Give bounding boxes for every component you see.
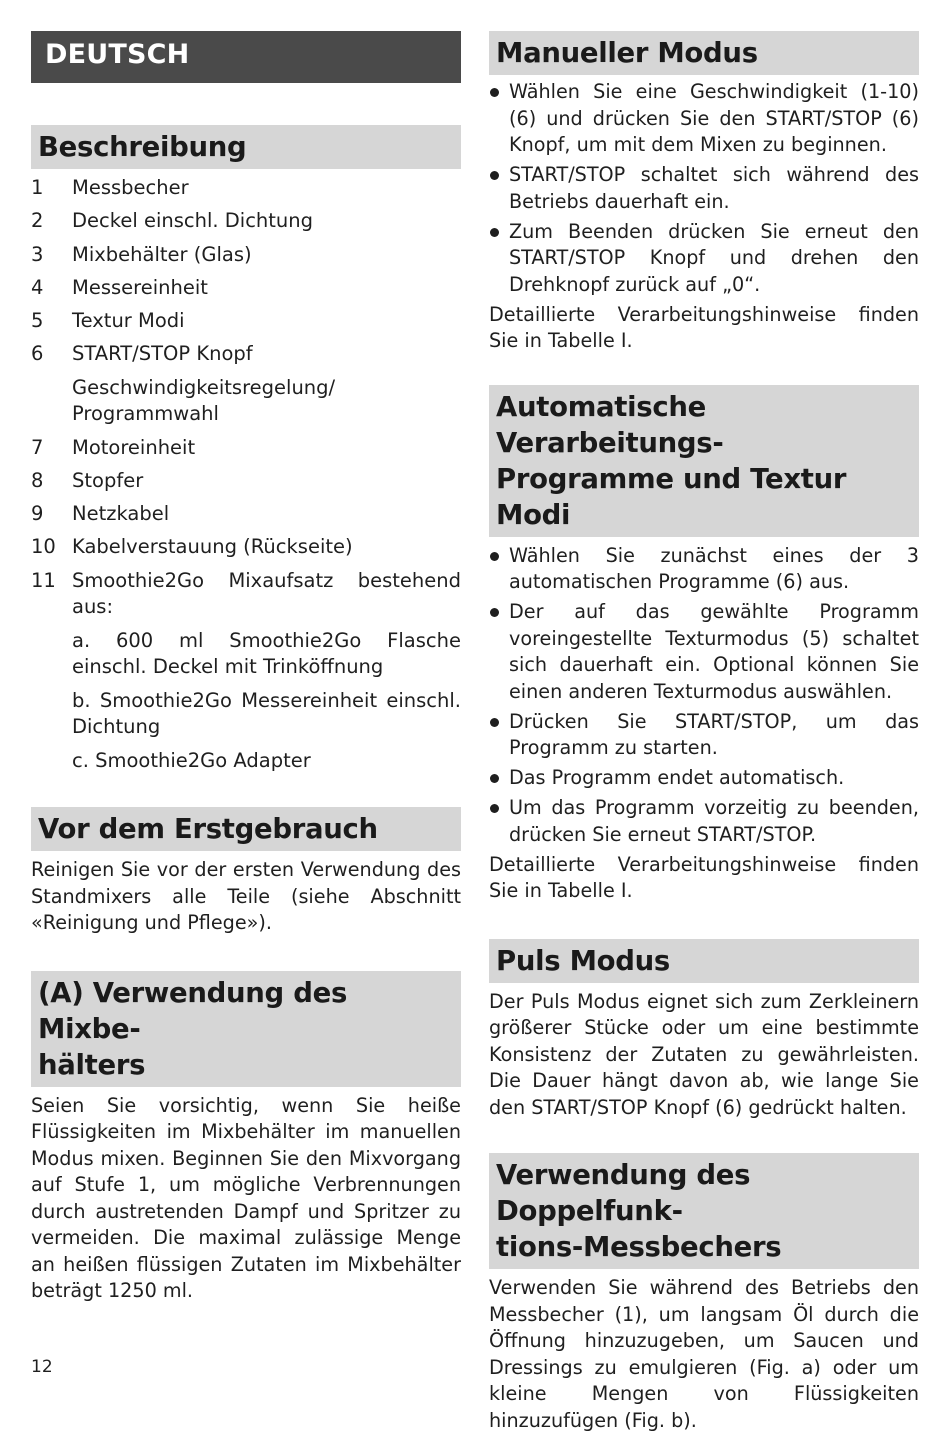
page-number: 12: [31, 1357, 53, 1377]
bullet-text: Der auf das gewählte Programm voreingestellte Texturmodus (5) schaltet sich dauerhaft ein. Optional können Sie einen anderen Texturmodus auswählen.: [509, 600, 919, 703]
bullet-dot-icon: [489, 543, 509, 596]
list-item: [31, 568, 461, 621]
bullet-dot-icon: [489, 765, 509, 792]
bullet-item: [489, 765, 919, 792]
list-item-number: [31, 375, 72, 428]
bullet-text: Das Programm endet automatisch.: [509, 766, 845, 789]
bullet-text: Wählen Sie eine Geschwindigkeit (1-10) (6) und drücken Sie den START/STOP (6) Knopf, um mit dem Mixen zu beginnen.: [509, 80, 919, 156]
bullet-text: Drücken Sie START/STOP, um das Programm zu starten.: [509, 709, 919, 759]
bullet-item: [489, 219, 919, 299]
bullet-item: [489, 795, 919, 848]
list-item: [31, 534, 461, 561]
list-item-text: Stopfer: [72, 468, 144, 492]
bullet-dot-icon: [489, 599, 509, 705]
list-item: [31, 501, 461, 528]
section-title-line: Programme und Textur Modi: [496, 462, 847, 531]
sublist-item: c. Smoothie2Go Adapter: [72, 748, 311, 772]
right-column: [489, 31, 919, 1434]
list-item-number: 1: [31, 176, 44, 199]
left-column: [31, 31, 461, 1305]
section-title-erstgebrauch: Vor dem Erstgebrauch: [31, 807, 461, 851]
bullet-text: Um das Programm vorzeitig zu beenden, drücken Sie erneut START/STOP.: [509, 796, 919, 846]
section-title-line: hälters: [38, 1048, 146, 1081]
bullet-item: [489, 79, 919, 159]
bullet-text: Zum Beenden drücken Sie erneut den START/STOP Knopf und drehen den Drehknopf zurück auf „0“.: [509, 219, 919, 296]
list-item-text: Netzkabel: [72, 502, 170, 526]
list-item: [31, 341, 461, 368]
list-item: [31, 275, 461, 302]
list-item-number: 4: [31, 275, 44, 299]
bullet-dot-icon: [489, 709, 509, 762]
list-item: [31, 242, 461, 269]
list-item-text: Smoothie2Go Mixaufsatz bestehend aus:: [72, 568, 461, 619]
language-header: DEUTSCH: [31, 31, 461, 83]
bullet-item: [489, 543, 919, 596]
section-title-line: tions-Messbechers: [496, 1231, 782, 1263]
list-item: [31, 175, 461, 202]
sublist-item: a. 600 ml Smoothie2Go Flasche einschl. Deckel mit Trinköffnung: [72, 628, 461, 679]
list-item-text: Geschwindigkeitsregelung/ Programmwahl: [72, 375, 336, 426]
list-item-number: 10: [31, 535, 56, 559]
list-item: [31, 375, 461, 428]
section-title-manuell: Manueller Modus: [489, 31, 919, 75]
bullet-dot-icon: [489, 162, 509, 215]
list-item-number: 8: [31, 468, 44, 492]
list-item: [31, 308, 461, 335]
manuell-bullets: [489, 79, 919, 298]
list-item-number: 5: [31, 309, 44, 333]
list-item: [31, 435, 461, 462]
list-item-number: 9: [31, 502, 44, 526]
bullet-item: [489, 162, 919, 215]
bullet-item: [489, 599, 919, 705]
list-item-text: Messereinheit: [72, 275, 208, 299]
section-title-automatik: [489, 385, 919, 537]
list-item-number: 3: [31, 242, 44, 266]
manuell-note: Detaillierte Verarbeitungshinweise finden Sie in Tabelle I.: [489, 302, 919, 352]
list-item: [31, 208, 461, 235]
list-item: [31, 468, 461, 495]
automatik-note: Detaillierte Verarbeitungshinweise finden Sie in Tabelle I.: [489, 852, 919, 902]
erstgebrauch-text: Reinigen Sie vor der ersten Verwendung des Standmixers alle Teile (siehe Abschnitt «Reinigung und Pflege»).: [31, 858, 461, 935]
sublist-item: b. Smoothie2Go Messereinheit einschl. Dichtung: [72, 688, 461, 739]
section-title-beschreibung: Beschreibung: [31, 125, 461, 169]
section-title-mixbehaelter: [31, 971, 461, 1087]
section-title-line: Verwendung des Doppelfunk-: [496, 1159, 751, 1227]
bullet-item: [489, 709, 919, 762]
list-item-text: START/STOP Knopf: [72, 342, 253, 366]
parts-list: [31, 175, 461, 621]
parts-sublist: [31, 628, 461, 775]
section-title-line: (A) Verwendung des Mixbe-: [38, 976, 348, 1045]
puls-text: Der Puls Modus eignet sich zum Zerkleinern größerer Stücke oder um eine bestimmte Konsistenz der Zutaten zu gewährleisten. Die Dauer hängt davon ab, wie lange Sie den START/STOP Knopf (6) gedrückt halten.: [489, 989, 919, 1119]
list-item-text: Motoreinheit: [72, 435, 196, 459]
list-item-text: Deckel einschl. Dichtung: [72, 209, 314, 233]
messbecher-text: Verwenden Sie während des Betriebs den Messbecher (1), um langsam Öl durch die Öffnung hinzuzugeben, um Saucen und Dressings zu emulgieren (Fig. a) oder um kleine Mengen von Flüssigkeiten hinzuzufügen (Fig. b).: [489, 1276, 919, 1432]
automatik-bullets: [489, 543, 919, 849]
list-item-number: 2: [31, 209, 44, 233]
list-item-text: Messbecher: [72, 176, 189, 199]
bullet-dot-icon: [489, 795, 509, 848]
list-item-number: 11: [31, 568, 56, 592]
bullet-text: START/STOP schaltet sich während des Betriebs dauerhaft ein.: [509, 163, 919, 213]
bullet-text: Wählen Sie zunächst eines der 3 automatischen Programme (6) aus.: [509, 543, 919, 593]
bullet-dot-icon: [489, 219, 509, 299]
mixbehaelter-text: Seien Sie vorsichtig, wenn Sie heiße Flüssigkeiten im Mixbehälter im manuellen Modus mixen. Beginnen Sie den Mixvorgang auf Stufe 1, um mögliche Verbrennungen durch austretenden Dampf und Spritzer zu vermeiden. Die maximal zulässige Menge an heißen flüssigen Zutaten im Mixbehälter beträgt 1250 ml.: [31, 1093, 461, 1303]
section-title-line: Automatische Verarbeitungs-: [496, 390, 724, 459]
list-item-text: Mixbehälter (Glas): [72, 242, 252, 266]
section-title-puls: Puls Modus: [489, 939, 919, 983]
list-item-number: 6: [31, 342, 44, 366]
list-item-text: Textur Modi: [72, 309, 185, 333]
list-item-text: Kabelverstauung (Rückseite): [72, 535, 353, 559]
list-item-number: 7: [31, 435, 44, 459]
bullet-dot-icon: [489, 79, 509, 159]
section-title-messbecher: [489, 1153, 919, 1269]
